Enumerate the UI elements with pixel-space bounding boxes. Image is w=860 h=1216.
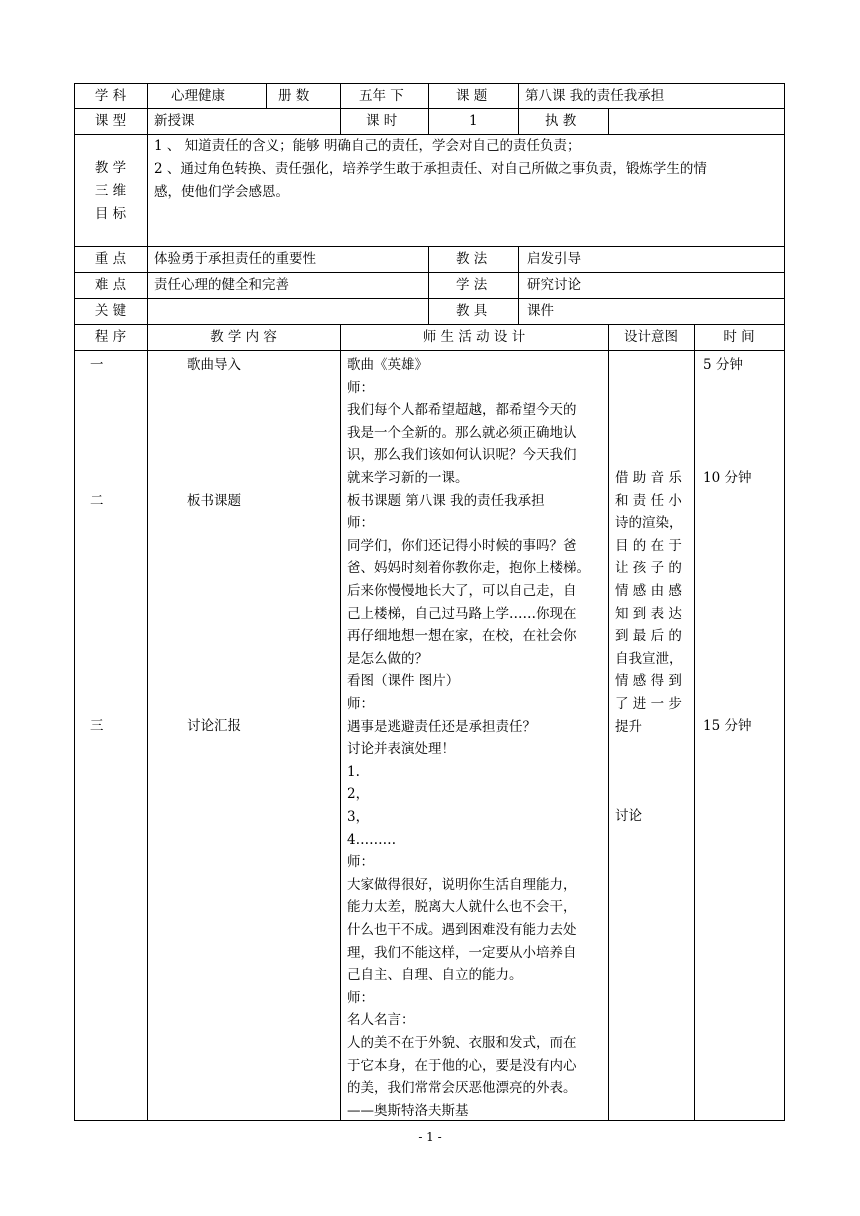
intent-line: 和 责 任 小 xyxy=(615,492,682,509)
activity-line: 4……… xyxy=(347,831,397,848)
step-2-time: 10 分钟 xyxy=(703,470,752,486)
activity-line: 板书课题 第八课 我的责任我承担 xyxy=(347,492,545,509)
activity-line: 就来学习新的一课。 xyxy=(347,470,469,486)
type-value: 新授课 xyxy=(154,113,195,129)
topic-value: 第八课 我的责任我承担 xyxy=(525,88,665,104)
intent-line: 到 最 后 的 xyxy=(615,628,682,645)
activity-line: 己自主、自理、自立的能力。 xyxy=(347,967,523,984)
intent-line: 自我宣泄， xyxy=(615,650,683,667)
activity-line: 名人名言： xyxy=(347,1012,415,1029)
intent-line: 让 孩 子 的 xyxy=(615,560,682,577)
intent-line: 情 感 得 到 xyxy=(615,673,682,690)
activity-line: 爸、妈妈时刻着你教你走，抱你上楼梯。 xyxy=(347,560,590,577)
activity-line: 的美，我们常常会厌恶他漂亮的外表。 xyxy=(347,1080,577,1097)
teaching-method-label: 教 法 xyxy=(456,251,488,267)
activity-line: 后来你慢慢地长大了，可以自己走，自 xyxy=(347,583,577,599)
activity-line: 理，我们不能这样，一定要从小培养自 xyxy=(347,944,577,961)
step-1-no: 一 xyxy=(90,357,104,373)
step-2-content: 板书课题 xyxy=(187,493,241,509)
teaching-tool-value: 课件 xyxy=(527,303,554,319)
teaching-tool-label: 教 具 xyxy=(456,303,488,319)
activity-line: 看图（课件 图片） xyxy=(347,673,460,690)
activity-line: 同学们，你们还记得小时候的事吗？爸 xyxy=(347,537,577,554)
subject-label: 学 科 xyxy=(94,88,127,104)
activity-line: 师： xyxy=(347,854,374,871)
col-time: 时 间 xyxy=(723,329,755,345)
hours-value: 1 xyxy=(469,113,478,129)
activity-line: 人的美不在于外貌、衣服和发式，而在 xyxy=(347,1035,577,1051)
activity-line: 遇事是逃避责任还是承担责任？ xyxy=(347,718,536,735)
step-3-time: 15 分钟 xyxy=(703,718,752,734)
activity-line: 师： xyxy=(347,379,374,396)
hours-label: 课 时 xyxy=(366,113,398,129)
goal-line-3: 感，使他们学会感恩。 xyxy=(154,184,289,200)
activity-line: 什么也干不成。遇到困难没有能力去处 xyxy=(347,922,577,938)
subject-value: 心理健康 xyxy=(171,88,225,104)
activity-line: 师： xyxy=(347,515,374,532)
intent-line: 提升 xyxy=(615,718,642,735)
activity-line: 再仔细地想一想在家，在校，在社会你 xyxy=(347,628,577,645)
intent-line: 了 进 一 步 xyxy=(615,696,682,712)
key-point-value: 体验勇于承担责任的重要性 xyxy=(154,251,316,267)
intent-line: 借 助 音 乐 xyxy=(615,470,682,486)
type-label: 课 型 xyxy=(94,113,127,129)
activity-line: 我们每个人都希望超越，都希望今天的 xyxy=(347,402,577,419)
key-label: 关 键 xyxy=(94,303,127,319)
activity-line: 识，那么我们该如何认识呢？今天我们 xyxy=(347,447,577,464)
intent-line: 目 的 在 于 xyxy=(615,537,682,554)
goal-line-1: 1 、 知道责任的含义；能够 明确自己的责任，学会对自己的责任负责； xyxy=(154,138,581,154)
activity-line: 3， xyxy=(347,809,370,825)
activity-line: 己上楼梯，自己过马路上学……你现在 xyxy=(347,605,577,622)
volume-value: 五年 下 xyxy=(359,88,404,104)
col-activity: 师 生 活 动 设 计 xyxy=(422,329,526,345)
teaching-method-value: 启发引导 xyxy=(527,251,581,267)
goals-label-3: 目 标 xyxy=(94,206,127,222)
intent-discuss: 讨论 xyxy=(615,808,642,824)
intent-line: 知 到 表 达 xyxy=(615,605,682,622)
activity-line: 2， xyxy=(347,786,370,803)
volume-label: 册 数 xyxy=(278,88,310,104)
activity-line: 师： xyxy=(347,696,374,712)
learning-method-label: 学 法 xyxy=(456,277,488,293)
step-2-no: 二 xyxy=(90,493,104,509)
activity-line: 是怎么做的？ xyxy=(347,650,428,667)
step-3-content: 讨论汇报 xyxy=(187,718,241,734)
activity-line: 能力太差，脱离大人就什么也不会干， xyxy=(347,899,577,916)
learning-method-value: 研究讨论 xyxy=(527,277,581,293)
col-content: 教 学 内 容 xyxy=(210,329,277,345)
goal-line-2: 2 、通过角色转换、责任强化，培养学生敢于承担责任、对自己所做之事负责，锻炼学生的情 xyxy=(154,161,707,177)
step-3-no: 三 xyxy=(90,718,104,734)
activity-line: 我是一个全新的。那么就必须正确地认 xyxy=(347,424,577,441)
goals-label-2: 三 维 xyxy=(94,183,127,199)
topic-label: 课 题 xyxy=(456,88,488,104)
step-1-content: 歌曲导入 xyxy=(187,357,241,373)
teacher-label: 执 教 xyxy=(545,113,577,129)
difficulty-value: 责任心理的健全和完善 xyxy=(154,277,289,293)
activity-line: 讨论并表演处理！ xyxy=(347,741,455,758)
difficulty-label: 难 点 xyxy=(94,277,127,293)
activity-line: 1. xyxy=(347,763,360,780)
activity-line: 歌曲《英雄》 xyxy=(347,357,428,373)
col-intent: 设计意图 xyxy=(624,329,678,345)
key-point-label: 重 点 xyxy=(94,251,127,267)
col-procedure: 程 序 xyxy=(94,329,127,345)
step-1-time: 5 分钟 xyxy=(703,357,743,373)
activity-line: 大家做得很好，说明你生活自理能力， xyxy=(347,876,577,893)
intent-line: 情 感 由 感 xyxy=(615,583,682,599)
activity-line: 师： xyxy=(347,989,374,1006)
intent-line: 诗的渲染， xyxy=(615,515,683,532)
page-number: - 1 - xyxy=(418,1130,442,1144)
activity-line: ——奥斯特洛夫斯基 xyxy=(347,1102,469,1119)
activity-line: 于它本身，在于他的心，要是没有内心 xyxy=(347,1057,577,1074)
goals-label-1: 教 学 xyxy=(94,160,127,176)
